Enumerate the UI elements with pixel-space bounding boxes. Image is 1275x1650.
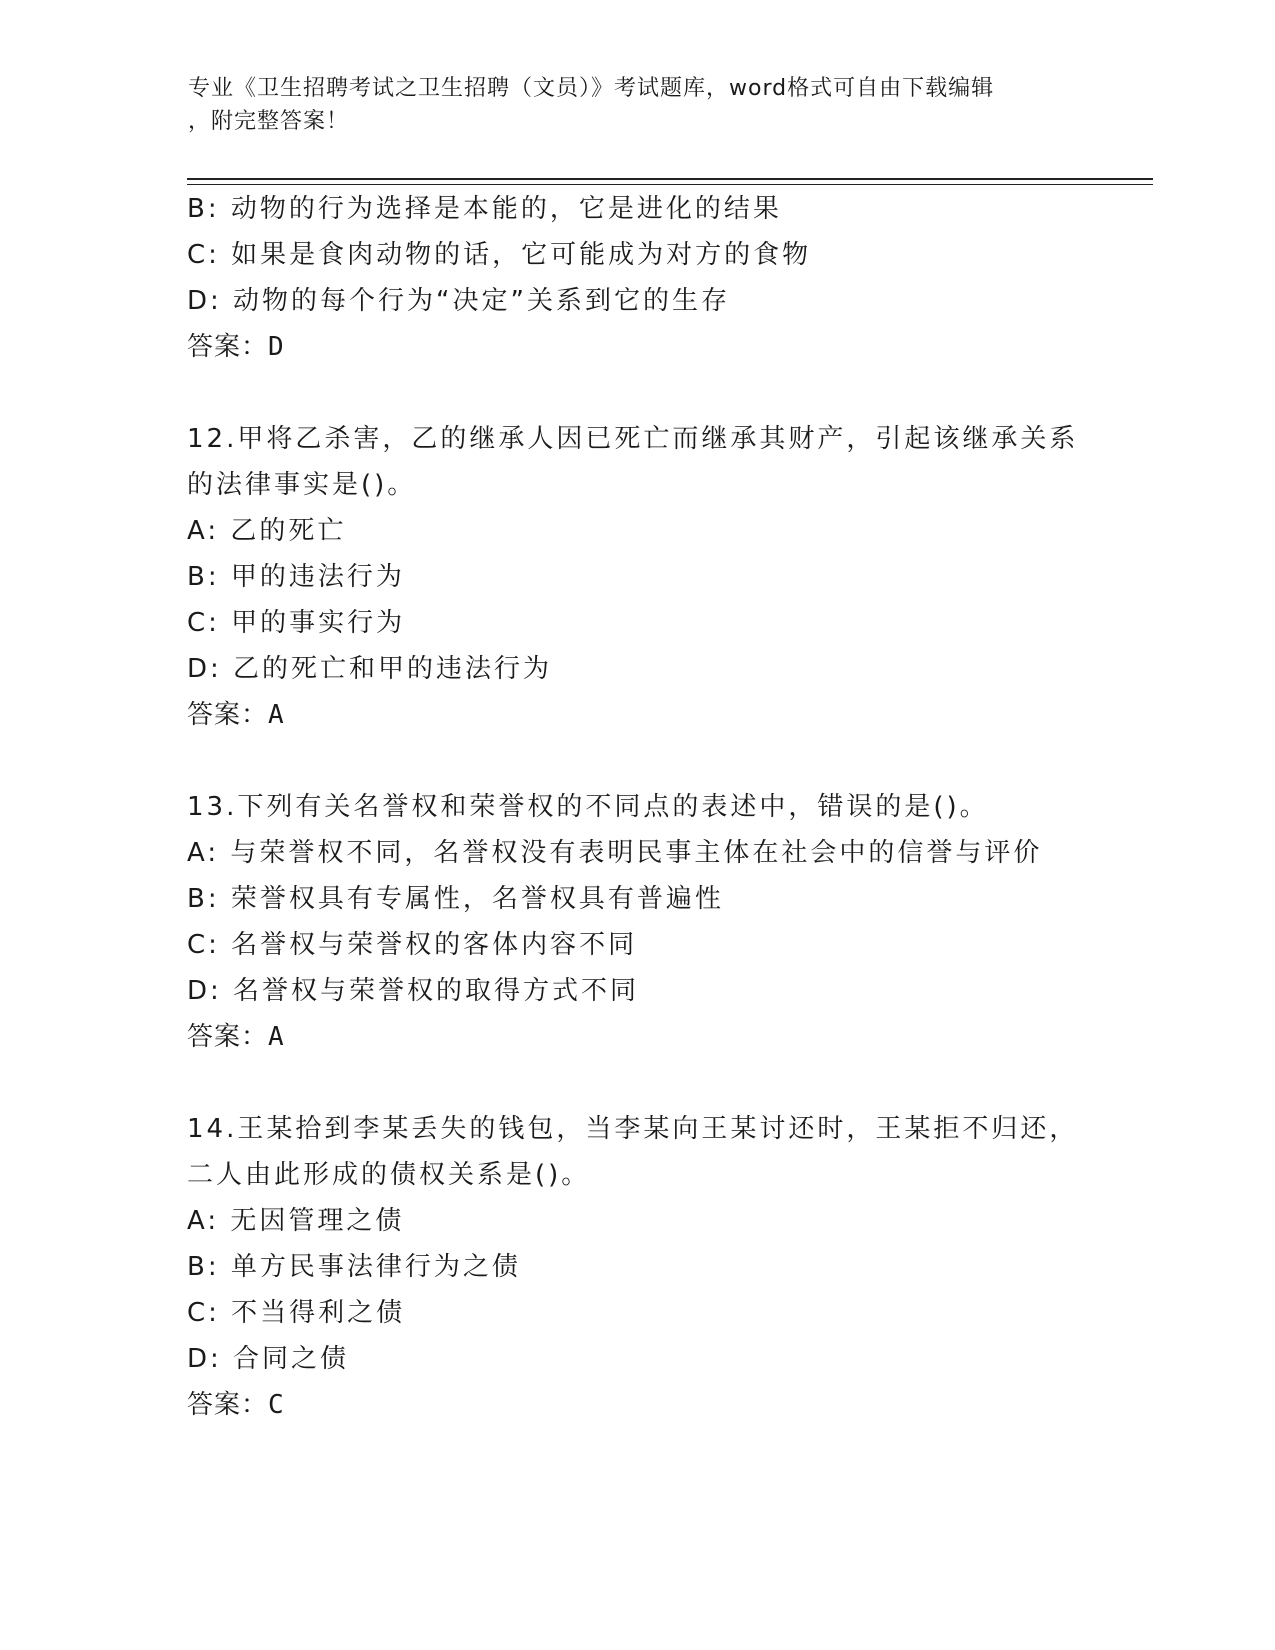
option-c: C: 名誉权与荣誉权的客体内容不同 [187, 930, 638, 960]
question-11-continued [187, 186, 1087, 370]
option-d: D: 名誉权与荣誉权的取得方式不同 [187, 976, 640, 1006]
header-line-1: 专业《卫生招聘考试之卫生招聘（文员）》考试题库，word格式可自由下载编辑 [188, 76, 995, 101]
option-c: C: 不当得利之债 [187, 1298, 406, 1328]
question-stem-line-2: 的法律事实是()。 [187, 470, 417, 500]
header-line-2: ，附完整答案！ [188, 109, 350, 134]
option-b: B: 荣誉权具有专属性，名誉权具有普遍性 [187, 884, 724, 914]
question-13 [187, 784, 1087, 1060]
answer: 答案：D [187, 332, 285, 362]
spacer [187, 1060, 1087, 1106]
spacer [187, 370, 1087, 416]
option-a: A: 与荣誉权不同，名誉权没有表明民事主体在社会中的信誉与评价 [187, 838, 1043, 868]
question-stem-line-1: 14.王某拾到李某丢失的钱包，当李某向王某讨还时，王某拒不归还， [187, 1114, 1079, 1144]
option-b: B: 动物的行为选择是本能的，它是进化的结果 [187, 194, 782, 224]
option-d: D: 合同之债 [187, 1344, 350, 1374]
question-stem-line-1: 12.甲将乙杀害，乙的继承人因已死亡而继承其财产，引起该继承关系 [187, 424, 1079, 454]
question-stem-line-2: 二人由此形成的债权关系是()。 [187, 1160, 591, 1190]
answer: 答案：C [187, 1390, 285, 1420]
option-a: A: 无因管理之债 [187, 1206, 405, 1236]
spacer [187, 738, 1087, 784]
option-c: C: 甲的事实行为 [187, 608, 406, 638]
question-stem-line-1: 13.下列有关名誉权和荣誉权的不同点的表述中，错误的是()。 [187, 792, 989, 822]
header-rule-thick [187, 178, 1153, 180]
option-b: B: 甲的违法行为 [187, 562, 405, 592]
question-14 [187, 1106, 1087, 1428]
option-c: C: 如果是食肉动物的话，它可能成为对方的食物 [187, 240, 812, 270]
option-a: A: 乙的死亡 [187, 516, 347, 546]
document-header [188, 72, 1088, 138]
header-rule-thin [187, 184, 1153, 185]
option-b: B: 单方民事法律行为之债 [187, 1252, 521, 1282]
answer: 答案：A [187, 1022, 285, 1052]
option-d: D: 动物的每个行为“决定”关系到它的生存 [187, 286, 730, 316]
question-list [187, 186, 1087, 1428]
question-12 [187, 416, 1087, 738]
option-d: D: 乙的死亡和甲的违法行为 [187, 654, 553, 684]
answer: 答案：A [187, 700, 285, 730]
